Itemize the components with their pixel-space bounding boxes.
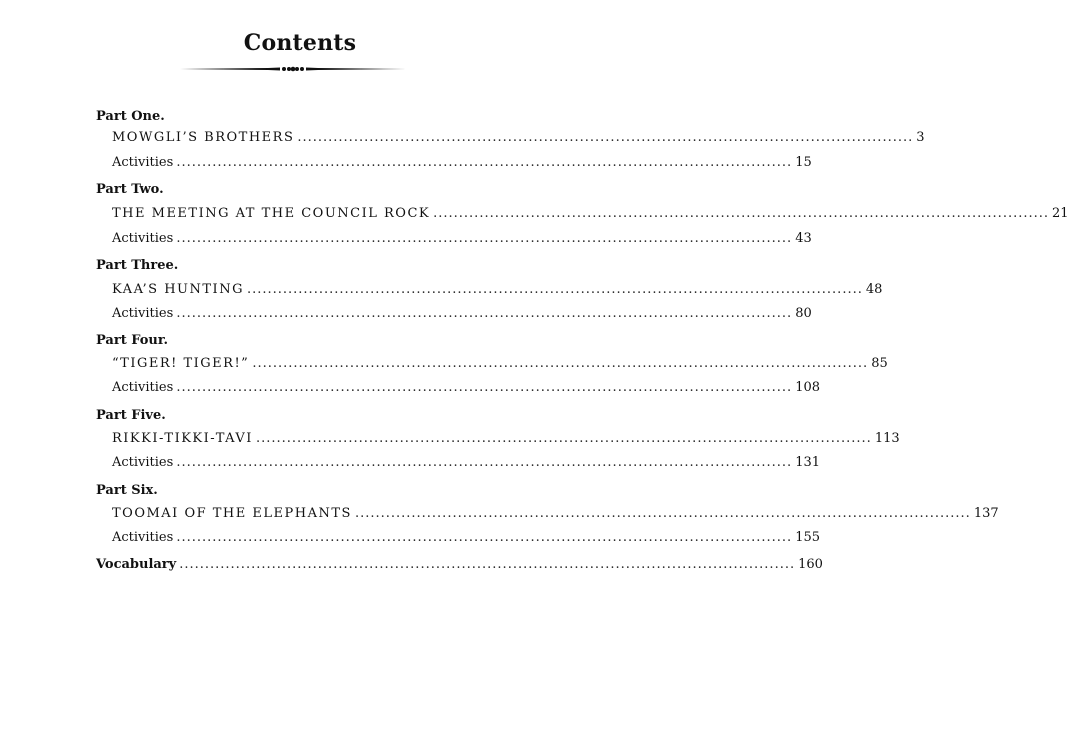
page-title: Contents (243, 30, 357, 56)
page-number: 48 (865, 282, 883, 297)
page-number: 113 (874, 431, 900, 446)
page-number: 108 (795, 380, 821, 395)
dot-leader: ........................................................................................................................ (255, 431, 872, 446)
entry-title: Activities (112, 530, 174, 545)
entry-title: RIKKI-TIKKI-TAVI (112, 431, 253, 446)
toc-entry-story[interactable] (112, 130, 925, 145)
page-number: 155 (795, 530, 821, 545)
entry-title: Activities (112, 455, 174, 470)
entry-title: Activities (112, 306, 174, 321)
toc-entry-activities[interactable] (112, 380, 821, 395)
toc-entry-vocabulary[interactable] (96, 557, 823, 572)
dot-leader: ........................................................................................................................ (297, 130, 914, 145)
toc-entry-activities[interactable] (112, 530, 821, 545)
part-heading: Part Five. (96, 408, 166, 423)
part-heading: Part Six. (96, 483, 158, 498)
dot-leader: ........................................................................................................................ (176, 380, 793, 395)
page-number: 137 (973, 506, 999, 521)
toc-entry-activities[interactable] (112, 455, 821, 470)
entry-title: “TIGER! TIGER!” (112, 356, 250, 371)
entry-title: THE MEETING AT THE COUNCIL ROCK (112, 206, 431, 221)
part-heading: Part Three. (96, 258, 179, 273)
dot-leader: ........................................................................................................................ (179, 557, 796, 572)
page-number: 21 (1052, 206, 1069, 221)
part-heading: Part Four. (96, 333, 169, 348)
entry-title: TOOMAI OF THE ELEPHANTS (112, 506, 352, 521)
entry-title: Activities (112, 155, 174, 170)
dot-leader: ........................................................................................................................ (354, 506, 971, 521)
dot-leader: ........................................................................................................................ (176, 306, 793, 321)
part-heading: Part One. (96, 109, 165, 124)
toc-entry-activities[interactable] (112, 306, 812, 321)
toc-entry-story[interactable] (112, 356, 888, 371)
page-number: 85 (871, 356, 888, 371)
dot-leader: ........................................................................................................................ (176, 155, 793, 170)
toc-entry-story[interactable] (112, 282, 883, 297)
toc-entry-activities[interactable] (112, 231, 812, 246)
toc-entry-story[interactable] (112, 206, 1069, 221)
toc-entry-story[interactable] (112, 506, 999, 521)
part-heading: Part Two. (96, 182, 164, 197)
dot-leader: ........................................................................................................................ (252, 356, 869, 371)
dot-leader: ........................................................................................................................ (176, 455, 793, 470)
entry-title: MOWGLI’S BROTHERS (112, 130, 295, 145)
page-number: 3 (916, 130, 925, 145)
toc-entry-activities[interactable] (112, 155, 812, 170)
dot-leader: ........................................................................................................................ (176, 530, 793, 545)
page-number: 15 (795, 155, 812, 170)
page-number: 131 (795, 455, 821, 470)
entry-title: Vocabulary (96, 557, 177, 572)
dot-leader: ........................................................................................................................ (176, 231, 793, 246)
toc-entry-story[interactable] (112, 431, 900, 446)
dot-leader: ........................................................................................................................ (433, 206, 1050, 221)
entry-title: Activities (112, 380, 174, 395)
entry-title: KAA’S HUNTING (112, 282, 244, 297)
page-number: 80 (795, 306, 812, 321)
entry-title: Activities (112, 231, 174, 246)
dot-leader: ........................................................................................................................ (246, 282, 863, 297)
page-number: 160 (798, 557, 823, 572)
page-number: 43 (795, 231, 812, 246)
